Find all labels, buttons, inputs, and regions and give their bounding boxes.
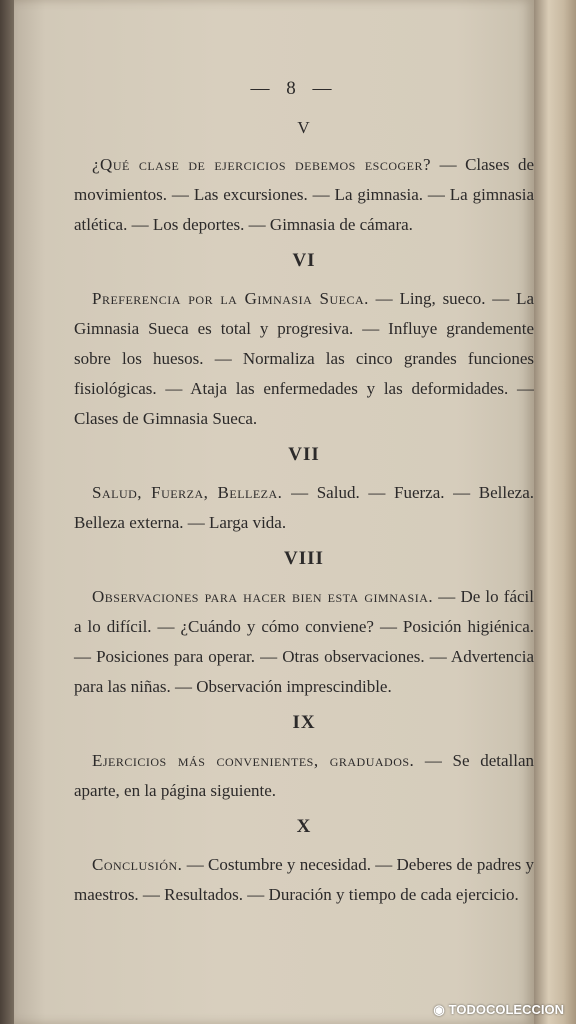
- section-numeral-vi: VI: [292, 250, 316, 271]
- section-vii-body: — Salud. — Fuerza. — Belleza. Belleza externa. — Larga vida.: [74, 483, 534, 532]
- watermark-icon: ◉: [433, 1002, 445, 1017]
- book-page: [14, 0, 534, 1024]
- section-numeral-vii: VII: [288, 444, 320, 465]
- section-v-text: [74, 150, 534, 240]
- page-stack-edge: [534, 0, 576, 1024]
- section-x-lead: Conclusión.: [92, 855, 183, 874]
- section-x-text: [74, 850, 534, 910]
- section-x-body: — Costumbre y necesidad. — Deberes de padres y maestros. — Resultados. — Duración y tiempo de cada ejercicio.: [74, 855, 534, 904]
- watermark-logo: [433, 1002, 564, 1018]
- page-number: — 8 —: [250, 78, 338, 99]
- section-vi-lead: Preferencia por la Gimnasia Sueca.: [92, 289, 369, 308]
- section-viii-lead: Observaciones para hacer bien esta gimnasia.: [92, 587, 434, 606]
- section-vi-text: [74, 284, 534, 434]
- section-vii-text: [74, 478, 534, 538]
- page-content: [74, 78, 534, 918]
- section-vi-body: — Ling, sueco. — La Gimnasia Sueca es total y progresiva. — Influye grandemente sobre los huesos. — Normaliza las cinco grandes funciones fisiológicas. — Ataja las enfermedades y las deformidades. — Clases de Gimnasia Sueca.: [74, 289, 535, 428]
- section-numeral-ix: IX: [292, 712, 316, 733]
- section-numeral-x: X: [296, 816, 312, 837]
- section-ix-text: [74, 746, 534, 806]
- section-ix-body: — Se detallan aparte, en la página siguiente.: [74, 751, 534, 800]
- section-numeral-v: V: [297, 118, 311, 137]
- section-numeral-viii: VIII: [284, 548, 324, 569]
- section-v-lead: ¿Qué clase de ejercicios debemos escoger?: [92, 155, 432, 174]
- section-v-body: — Clases de movimientos. — Las excursiones. — La gimnasia. — La gimnasia atlética. — Los deportes. — Gimnasia de cámara.: [74, 155, 534, 234]
- section-viii-text: [74, 582, 534, 702]
- section-vii-lead: Salud, Fuerza, Belleza.: [92, 483, 283, 502]
- section-viii-body: — De lo fácil a lo difícil. — ¿Cuándo y cómo conviene? — Posición higiénica. — Posiciones para operar. — Otras observaciones. — Advertencia para las niñas. — Observación imprescindible.: [74, 587, 535, 696]
- section-ix-lead: Ejercicios más convenientes, graduados.: [92, 751, 415, 770]
- watermark-text: TODOCOLECCION: [448, 1002, 564, 1017]
